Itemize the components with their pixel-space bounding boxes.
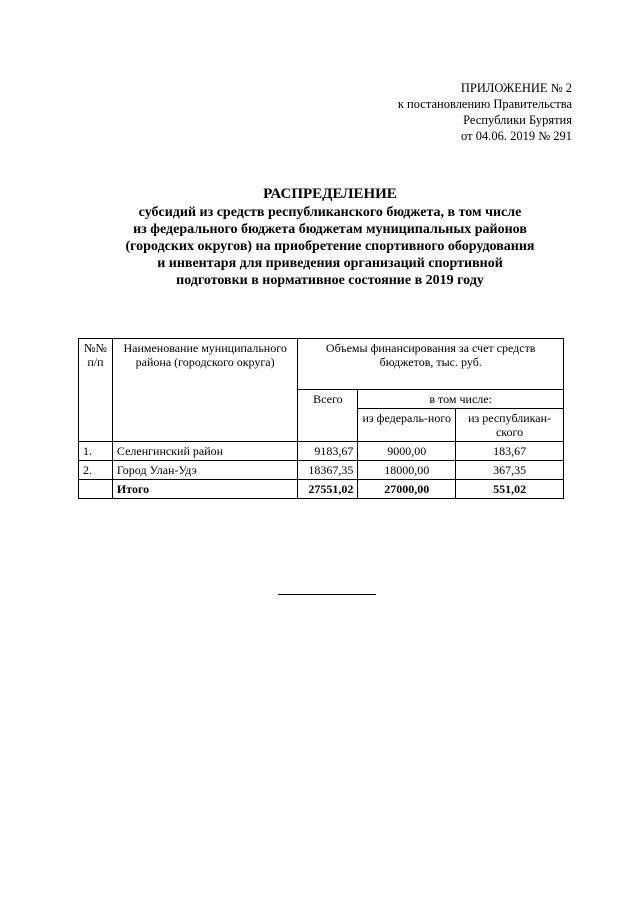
header-volumes: Объемы финансирования за счет средств бюджетов, тыс. руб. bbox=[298, 339, 564, 390]
appendix-ref: к постановлению Правительства bbox=[397, 97, 572, 111]
title-heading: РАСПРЕДЕЛЕНИЕ bbox=[263, 186, 397, 202]
row-total: 18367,35 bbox=[298, 461, 358, 480]
header-total: Всего bbox=[298, 390, 358, 442]
totals-num bbox=[79, 480, 113, 499]
appendix-number: ПРИЛОЖЕНИЕ № 2 bbox=[460, 81, 572, 95]
title-line-5: подготовки в нормативное состояние в 2019 году bbox=[176, 273, 484, 288]
table-row bbox=[79, 442, 564, 461]
title-line-2: из федерального бюджета бюджетам муниципальных районов bbox=[133, 222, 527, 237]
header-name: Наименование муниципального района (городского округа) bbox=[112, 339, 297, 442]
appendix-block bbox=[398, 80, 572, 144]
totals-label: Итого bbox=[112, 480, 297, 499]
appendix-date: от 04.06. 2019 № 291 bbox=[461, 129, 572, 143]
title-line-3: (городских округов) на приобретение спортивного оборудования bbox=[125, 239, 535, 254]
header-including: в том числе: bbox=[358, 390, 564, 409]
document-title bbox=[60, 186, 600, 289]
header-republic: из республикан-ского bbox=[456, 409, 564, 442]
row-name: Город Улан-Удэ bbox=[112, 461, 297, 480]
distribution-table bbox=[78, 338, 564, 499]
header-num: №№ п/п bbox=[79, 339, 113, 442]
totals-total: 27551,02 bbox=[298, 480, 358, 499]
appendix-republic: Республики Бурятия bbox=[463, 113, 572, 127]
row-num: 1. bbox=[79, 442, 113, 461]
row-num: 2. bbox=[79, 461, 113, 480]
header-federal: из федераль-ного bbox=[358, 409, 456, 442]
row-republic: 183,67 bbox=[456, 442, 564, 461]
table-row bbox=[79, 461, 564, 480]
row-total: 9183,67 bbox=[298, 442, 358, 461]
row-federal: 18000,00 bbox=[358, 461, 456, 480]
title-line-1: субсидий из средств республиканского бюджета, в том числе bbox=[138, 205, 522, 220]
row-federal: 9000,00 bbox=[358, 442, 456, 461]
totals-republic: 551,02 bbox=[456, 480, 564, 499]
totals-federal: 27000,00 bbox=[358, 480, 456, 499]
totals-row bbox=[79, 480, 564, 499]
row-name: Селенгинский район bbox=[112, 442, 297, 461]
row-republic: 367,35 bbox=[456, 461, 564, 480]
title-line-4: и инвентаря для приведения организаций спортивной bbox=[157, 256, 503, 271]
end-divider bbox=[278, 594, 376, 595]
